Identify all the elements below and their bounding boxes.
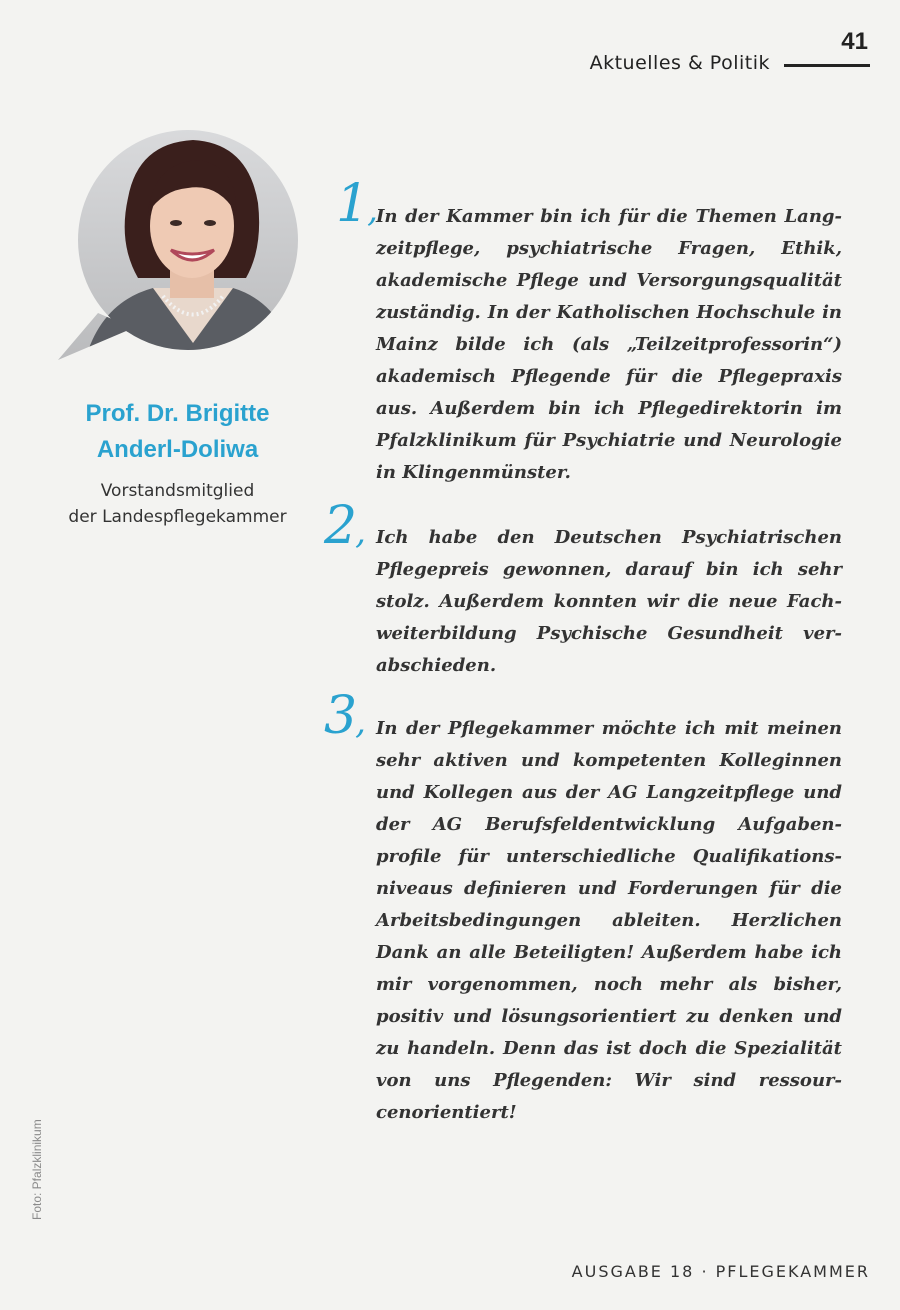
name-line: Prof. Dr. Brigitte: [85, 400, 270, 427]
page-number: 41: [841, 28, 868, 55]
answer-text-2: Ich habe den Deutschen Psychiatrischen Pflegepreis gewonnen, darauf bin ich sehr stolz. Außerdem konnten wir die neue Fachweiterbildung Psychische Gesundheit verabschieden.: [376, 527, 842, 676]
photo-credit: [30, 1100, 50, 1220]
section-label: Aktuelles & Politik: [589, 52, 770, 74]
number-digit: 3: [324, 686, 358, 746]
number-comma-mark: ,: [367, 190, 378, 230]
answer-number-3: [324, 686, 366, 748]
role-line: Vorstandsmitglied: [100, 481, 255, 501]
person-role: [40, 478, 315, 530]
name-line: Anderl-Doliwa: [96, 436, 259, 463]
section-rule: [784, 64, 870, 67]
number-digit: 2: [324, 496, 358, 556]
number-digit: 1: [336, 174, 370, 234]
answer-number-1: [336, 174, 378, 236]
answer-text-1: In der Kammer bin ich für die Themen Langzeitpflege, psychiatrische Fragen, Ethik, akademische Pflege und Versorgungsqualität zuständig. In der Katholischen Hochschule in Mainz bilde ich (als „Teilzeitprofessorin“) akademisch Pflegende für die Pflegepraxis aus. Außerdem bin ich Pflegedirektorin im Pfalzklinikum für Psychiatrie und Neurologie in Klingenmünster.: [376, 206, 842, 483]
footer-issue: AUSGABE 18 · PFLEGEKAMMER: [571, 1262, 870, 1281]
portrait-photo: [58, 128, 298, 368]
person-name: [40, 396, 315, 468]
photo-credit-text: Foto: Pfalzklinikum: [30, 1119, 44, 1220]
role-line: der Landespflegekammer: [68, 507, 287, 527]
answer-text-3: In der Pflegekammer möchte ich mit meinen sehr aktiven und kompetenten Kolleginnen und Kollegen aus der AG Langzeitpflege und der AG Berufsfeldentwicklung Aufgabenprofile für unterschiedliche Qualifikationsniveaus definieren und Forderungen für die Arbeitsbedingungen ableiten. Herzlichen Dank an alle Beteiligten! Außerdem habe ich mir vorgenommen, noch mehr als bisher, positiv und lösungsorientiert zu denken und zu handeln. Denn das ist doch die Spezialität von uns Pflegenden: Wir sind ressourcenorientiert!: [376, 718, 842, 1123]
number-comma-mark: ,: [355, 702, 366, 742]
number-comma-mark: ,: [355, 512, 366, 552]
answer-number-2: [324, 496, 366, 558]
